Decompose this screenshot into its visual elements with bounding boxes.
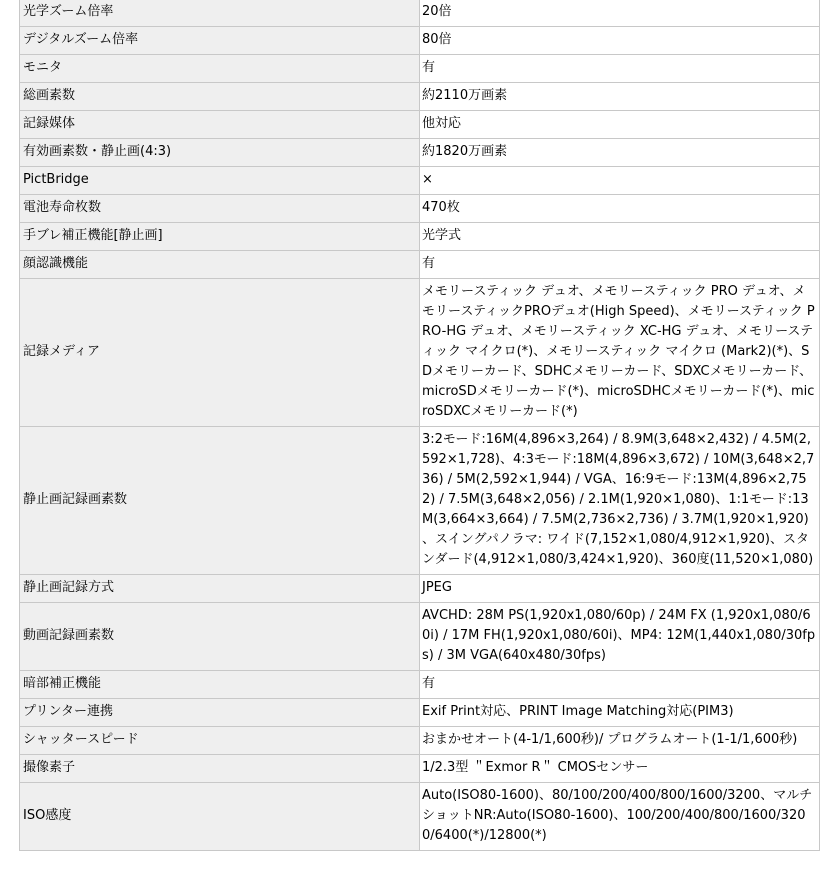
spec-value: 光学式 [420,223,820,251]
spec-value: 3:2モード:16M(4,896×3,264) / 8.9M(3,648×2,432) / 4.5M(2,592×1,728)、4:3モード:18M(4,896×3,672) / 10M(3,648×2,736) / 5M(2,592×1,944) / VGA、16:9モード:13M(4,896×2,752) / 7.5M(3,648×2,056) / 2.1M(1,920×1,080)、1:1モード:13M(3,664×3,664) / 7.5M(2,736×2,736) / 3.7M(1,920×1,920) 、スイングパノラマ: ワイド(7,152×1,080/4,912×1,920)、スタンダード(4,912×1,080/3,424×1,920)、360度(11,520×1,080) [420,427,820,575]
table-row [20,195,820,223]
spec-label: モニタ [20,55,420,83]
spec-table [19,0,820,851]
spec-value: Auto(ISO80-1600)、80/100/200/400/800/1600/3200、マルチショットNR:Auto(ISO80-1600)、100/200/400/800/1600/3200/6400(*)/12800(*) [420,783,820,851]
spec-value: 約1820万画素 [420,139,820,167]
spec-value: 20倍 [420,0,820,27]
spec-label: 記録媒体 [20,111,420,139]
spec-label: 電池寿命枚数 [20,195,420,223]
table-row [20,27,820,55]
table-row [20,727,820,755]
spec-value: 他対応 [420,111,820,139]
table-row [20,755,820,783]
spec-table-container [19,0,819,851]
spec-label: プリンター連携 [20,699,420,727]
spec-value: JPEG [420,575,820,603]
spec-value: 有 [420,671,820,699]
spec-value: おまかせオート(4-1/1,600秒)/ プログラムオート(1-1/1,600秒) [420,727,820,755]
spec-label: PictBridge [20,167,420,195]
table-row [20,427,820,575]
spec-value: メモリースティック デュオ、メモリースティック PRO デュオ、メモリースティックPROデュオ(High Speed)、メモリースティック PRO-HG デュオ、メモリースティック XC-HG デュオ、メモリースティック マイクロ(*)、メモリースティック マイクロ (Mark2)(*)、SDメモリーカード、SDHCメモリーカード、SDXCメモリーカード、microSDメモリーカード(*)、microSDHCメモリーカード(*)、microSDXCメモリーカード(*) [420,279,820,427]
spec-value: AVCHD: 28M PS(1,920x1,080/60p) / 24M FX (1,920x1,080/60i) / 17M FH(1,920x1,080/60i)、MP4: 12M(1,440x1,080/30fps) / 3M VGA(640x480/30fps) [420,603,820,671]
table-row [20,671,820,699]
table-row [20,83,820,111]
spec-label: 手ブレ補正機能[静止画] [20,223,420,251]
spec-value: 有 [420,55,820,83]
spec-label: ISO感度 [20,783,420,851]
spec-label: 有効画素数・静止画(4:3) [20,139,420,167]
table-row [20,603,820,671]
spec-value: 80倍 [420,27,820,55]
spec-label: 顔認識機能 [20,251,420,279]
spec-label: 記録メディア [20,279,420,427]
spec-value: × [420,167,820,195]
spec-label: 暗部補正機能 [20,671,420,699]
spec-label: 静止画記録画素数 [20,427,420,575]
table-row [20,167,820,195]
spec-label: 撮像素子 [20,755,420,783]
spec-label: 総画素数 [20,83,420,111]
spec-label: 静止画記録方式 [20,575,420,603]
spec-label: シャッタースピード [20,727,420,755]
table-row [20,55,820,83]
spec-label: 光学ズーム倍率 [20,0,420,27]
page-edge [820,0,828,875]
spec-value: 約2110万画素 [420,83,820,111]
table-row [20,251,820,279]
table-row [20,139,820,167]
spec-value: Exif Print対応、PRINT Image Matching対応(PIM3) [420,699,820,727]
table-row [20,783,820,851]
table-row [20,111,820,139]
table-row [20,699,820,727]
spec-label: 動画記録画素数 [20,603,420,671]
spec-value: 有 [420,251,820,279]
table-row [20,0,820,27]
spec-label: デジタルズーム倍率 [20,27,420,55]
spec-value: 470枚 [420,195,820,223]
table-row [20,575,820,603]
table-row [20,279,820,427]
spec-value: 1/2.3型 ＂Exmor R＂ CMOSセンサー [420,755,820,783]
table-row [20,223,820,251]
